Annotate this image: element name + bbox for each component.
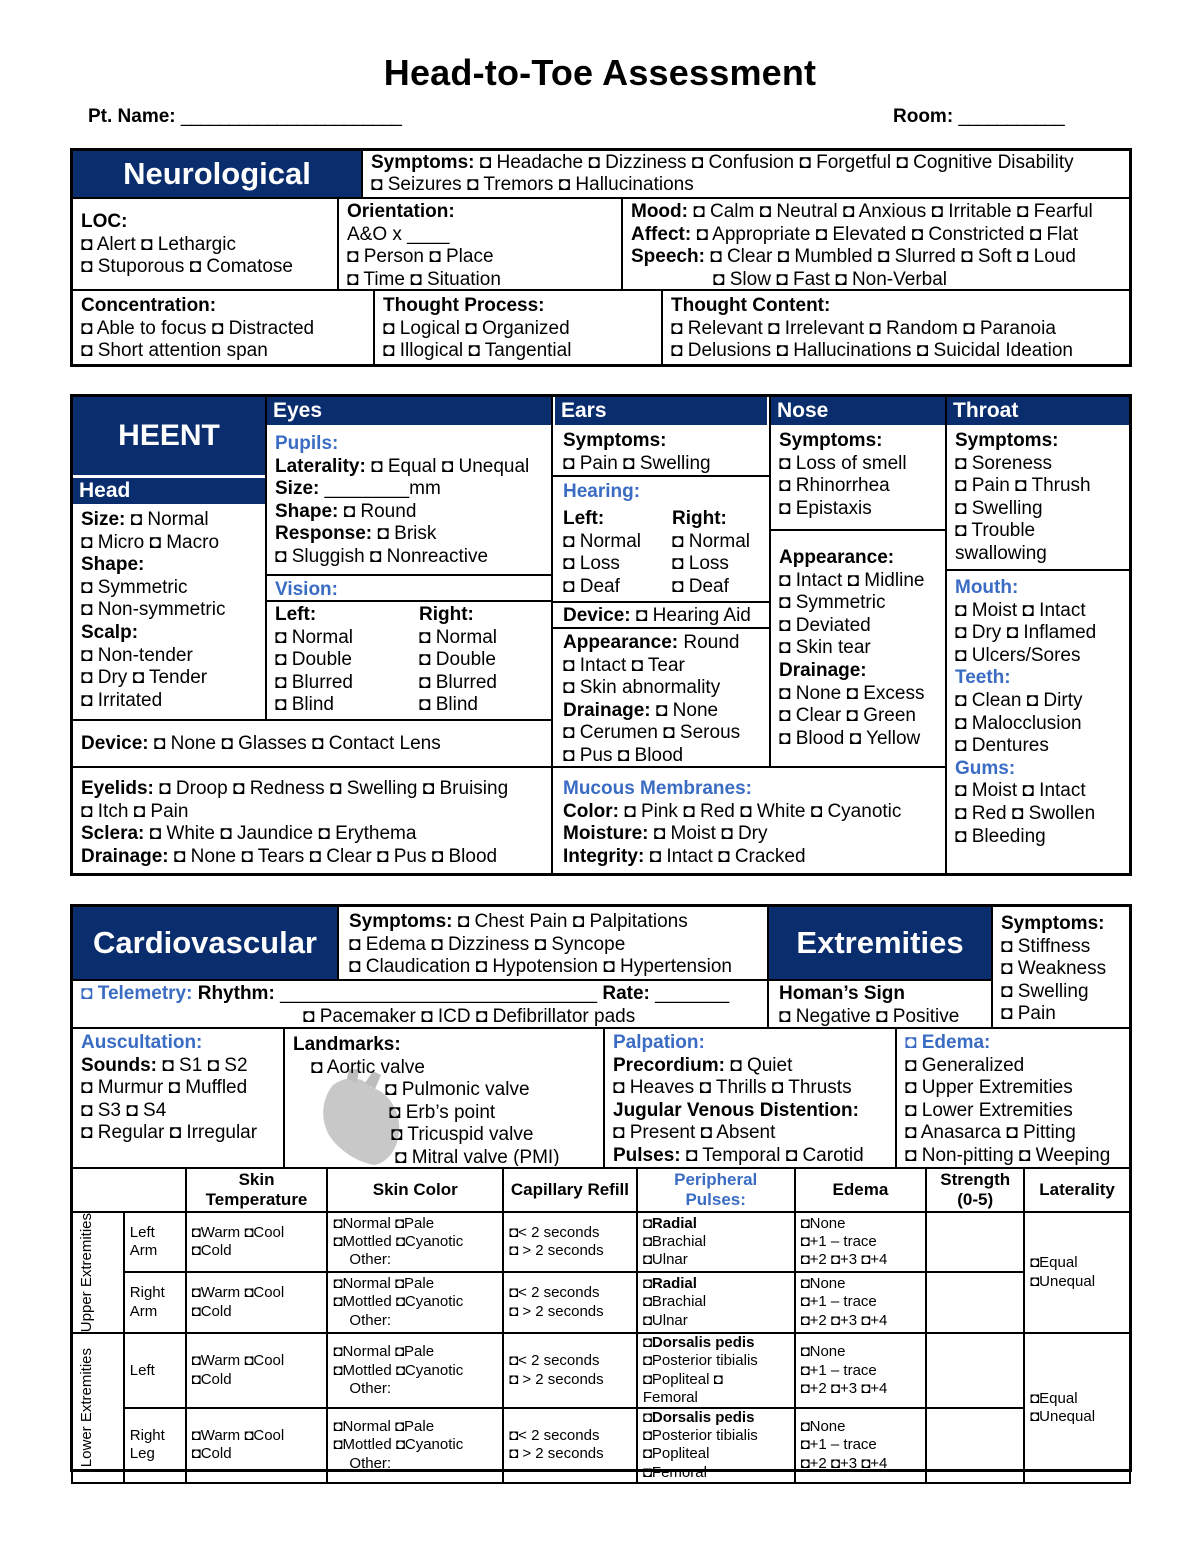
cap-refill-cell[interactable]: ◘< 2 seconds ◘ > 2 seconds [503, 1272, 637, 1333]
gums-label: Gums: [955, 757, 1016, 779]
limb-label: Right Leg [124, 1408, 186, 1483]
nose-appearance-opt[interactable]: ◘ Skin tear [779, 637, 871, 659]
gums-opt[interactable]: ◘ Bleeding [955, 825, 1046, 847]
skin-temp-cell[interactable]: ◘Warm ◘Cool ◘Cold [186, 1333, 328, 1408]
strength-cell[interactable] [926, 1408, 1024, 1483]
jvd-opts[interactable]: ◘ Present ◘ Absent [613, 1122, 776, 1144]
pulses-label: Pulses: [613, 1144, 681, 1166]
extremities-band: Extremities [769, 907, 991, 979]
orientation-opts2[interactable]: ◘ Time ◘ Situation [347, 268, 501, 289]
ears-symptoms [555, 428, 767, 474]
ears-appearance-opts2[interactable]: ◘ Skin abnormality [563, 677, 721, 699]
palpation-cell [605, 1030, 893, 1166]
eye-device-label: Device: [81, 733, 149, 754]
mood-opts[interactable]: ◘ Calm ◘ Neutral ◘ Anxious ◘ Irritable ◘ Fearful [693, 201, 1093, 222]
head-shape-opts2[interactable]: ◘ Non-symmetric [81, 599, 226, 621]
sclera-opts[interactable]: ◘ White ◘ Jaundice ◘ Erythema [149, 823, 417, 845]
mucous-moisture-opts[interactable]: ◘ Moist ◘ Dry [653, 823, 768, 845]
mucous-cell [555, 776, 945, 872]
edema-opt[interactable]: ◘ Non-pitting ◘ Weeping [905, 1144, 1111, 1166]
nose-symptoms-label: Symptoms: [779, 430, 883, 451]
ext-symptom-opt[interactable]: ◘ Pain [1001, 1003, 1056, 1025]
skin-color-cell[interactable]: ◘Normal ◘Pale ◘Mottled ◘Cyanotic Other: [327, 1408, 503, 1483]
neuro-section [70, 148, 1132, 367]
nose-drainage-label: Drainage: [779, 659, 867, 681]
table-corner [72, 1168, 186, 1212]
edema-opt[interactable]: ◘ Lower Extremities [905, 1099, 1073, 1121]
upper-ext-label: Upper Extremities [78, 1213, 95, 1333]
col-skin-color: Skin Color [327, 1168, 503, 1212]
limb-label: Left Arm [124, 1212, 186, 1272]
rhythm-label: Rhythm: [197, 983, 275, 1004]
edema-cell [897, 1030, 1129, 1166]
ear-device-opts[interactable]: ◘ Hearing Aid [635, 605, 751, 626]
vision-left-label: Left: [275, 604, 317, 625]
landmark-opt[interactable]: ◘ Pulmonic valve [385, 1079, 530, 1101]
hearing-right-opt[interactable]: ◘ Normal [672, 530, 750, 552]
gums-opt[interactable]: ◘ Moist ◘ Intact [955, 780, 1086, 802]
hearing-right-opt[interactable]: ◘ Deaf [672, 575, 729, 597]
vision-right-opt[interactable]: ◘ Double [419, 649, 496, 671]
hearing-left-opt[interactable]: ◘ Loss [563, 553, 620, 575]
edema-grade-cell[interactable]: ◘None ◘+1 – trace ◘+2 ◘+3 ◘+4 [795, 1408, 927, 1483]
laterality-upper-cell[interactable]: ◘Equal ◘Unequal [1024, 1212, 1130, 1333]
gums-opt[interactable]: ◘ Red ◘ Swollen [955, 802, 1096, 824]
auscultation-opt[interactable]: ◘ S3 ◘ S4 [81, 1099, 167, 1121]
sounds-opts[interactable]: ◘ S1 ◘ S2 [162, 1054, 248, 1076]
col-skin-temp: Skin Temperature [186, 1168, 328, 1212]
vision-right-opt[interactable]: ◘ Normal [419, 626, 497, 648]
rhythm-field[interactable]: ______________________________ [280, 983, 598, 1004]
mood-cell [623, 199, 1129, 289]
pupil-laterality-opts[interactable]: ◘ Equal ◘ Unequal [371, 455, 530, 477]
pulse-cell[interactable]: ◘Radial ◘Brachial ◘Ulnar [637, 1212, 795, 1272]
nose-appearance-opt[interactable]: ◘ Intact ◘ Midline [779, 569, 925, 591]
rate-field[interactable]: _______ [655, 983, 730, 1004]
neuro-symptoms-opts[interactable]: ◘ Headache ◘ Dizziness ◘ Confusion ◘ Forgetful ◘ Cognitive Disability [479, 152, 1074, 173]
nose-drainage-opt[interactable]: ◘ None ◘ Excess [779, 682, 925, 704]
vision-right-opt[interactable]: ◘ Blurred [419, 671, 498, 693]
precordium-opts[interactable]: ◘ Quiet [730, 1054, 793, 1076]
nose-appearance [771, 545, 945, 761]
affect-opts[interactable]: ◘ Appropriate ◘ Elevated ◘ Constricted ◘ Flat [696, 223, 1079, 245]
landmarks-cell [285, 1032, 607, 1166]
limb-label: Left [124, 1333, 186, 1408]
hearing-left-opt[interactable]: ◘ Deaf [563, 575, 620, 597]
ears-drainage-opts2[interactable]: ◘ Pus ◘ Blood [563, 744, 684, 766]
pupil-response-label: Response: [275, 523, 373, 545]
nose-symptom-opt[interactable]: ◘ Loss of smell [779, 452, 907, 474]
ext-symptom-opt[interactable]: ◘ Stiffness [1001, 935, 1091, 957]
mouth-opt[interactable]: ◘ Moist ◘ Intact [955, 599, 1086, 621]
teeth-opt[interactable]: ◘ Malocclusion [955, 712, 1082, 734]
ears-appearance-opts[interactable]: ◘ Intact ◘ Tear [563, 654, 685, 676]
skin-temp-cell[interactable]: ◘Warm ◘Cool ◘Cold [186, 1272, 328, 1333]
ext-symptoms [993, 911, 1129, 1027]
lower-ext-group [72, 1333, 124, 1483]
ears-symptoms-opts[interactable]: ◘ Pain ◘ Swelling [563, 452, 711, 474]
neuro-symptoms [363, 151, 1129, 197]
mucous-moisture-label: Moisture: [563, 823, 649, 845]
pupil-size-field[interactable]: ________mm [324, 478, 441, 500]
cardio-section [70, 904, 1132, 1481]
throat-symptom-opt[interactable]: ◘ Pain ◘ Thrush [955, 475, 1091, 497]
col-strength: Strength (0-5) [926, 1168, 1024, 1212]
throat-symptom-opt: swallowing [955, 542, 1047, 564]
pulses-opts[interactable]: ◘ Temporal ◘ Carotid [685, 1144, 864, 1166]
laterality-lower-cell[interactable]: ◘Equal ◘Unequal [1024, 1333, 1130, 1483]
ear-device-cell [555, 603, 767, 627]
nose-appearance-opt[interactable]: ◘ Deviated [779, 614, 871, 636]
mucous-integrity-label: Integrity: [563, 845, 645, 867]
hearing-left [555, 506, 663, 600]
concentration-opts[interactable]: ◘ Able to focus ◘ Distracted [81, 317, 315, 339]
landmark-opt[interactable]: ◘ Erb’s point [389, 1101, 496, 1123]
pupil-shape-opts[interactable]: ◘ Round [343, 500, 417, 522]
room-label: Room: [893, 106, 954, 127]
thought-process-label: Thought Process: [383, 295, 545, 316]
extremities-table [71, 1167, 1131, 1484]
auscultation-opt[interactable]: ◘ Murmur ◘ Muffled [81, 1077, 248, 1099]
homans-opts[interactable]: ◘ Negative ◘ Positive [779, 1005, 960, 1027]
mood-label: Mood: [631, 201, 688, 222]
scalp-opts[interactable]: ◘ Non-tender [81, 644, 193, 666]
throat-symptom-opt[interactable]: ◘ Trouble [955, 520, 1036, 542]
mouth-cell [947, 575, 1129, 871]
cardio-symptoms-opts[interactable]: ◘ Chest Pain ◘ Palpitations [457, 911, 688, 932]
strength-cell[interactable] [926, 1272, 1024, 1333]
skin-temp-cell[interactable]: ◘Warm ◘Cool ◘Cold [186, 1212, 328, 1272]
eyelids-cell [73, 776, 551, 872]
cap-refill-cell[interactable]: ◘< 2 seconds ◘ > 2 seconds [503, 1212, 637, 1272]
scalp-opts3[interactable]: ◘ Irritated [81, 689, 163, 711]
cardio-symptoms-label: Symptoms: [349, 911, 453, 932]
edema-checkbox[interactable]: ◘ Edema: [905, 1032, 991, 1053]
vision-label: Vision: [275, 579, 338, 600]
pupils-label: Pupils: [275, 433, 339, 454]
pupil-size-label: Size: [275, 478, 320, 500]
hearing-left-opt[interactable]: ◘ Normal [563, 530, 641, 552]
edema-opt[interactable]: ◘ Upper Extremities [905, 1077, 1073, 1099]
neuro-band: Neurological [73, 151, 361, 197]
ext-symptom-opt[interactable]: ◘ Swelling [1001, 980, 1089, 1002]
orientation-label: Orientation: [347, 201, 455, 222]
col-laterality: Laterality [1024, 1168, 1130, 1212]
cardiac-devices-opts[interactable]: ◘ Pacemaker ◘ ICD ◘ Defibrillator pads [303, 1005, 636, 1027]
landmark-opt[interactable]: ◘ Aortic valve [311, 1056, 425, 1078]
mouth-label: Mouth: [955, 577, 1019, 598]
thought-process-opts2[interactable]: ◘ Illogical ◘ Tangential [383, 340, 572, 362]
ext-symptom-opt[interactable]: ◘ Weakness [1001, 958, 1107, 980]
neuro-symptoms-label: Symptoms: [371, 152, 475, 173]
thought-process-cell [375, 293, 661, 365]
ao-field[interactable]: A&O x ____ [347, 223, 450, 245]
cardio-symptoms-opts3[interactable]: ◘ Claudication ◘ Hypotension ◘ Hypertension [349, 956, 732, 978]
heent-section [70, 394, 1132, 876]
throat-symptoms [947, 428, 1129, 568]
orientation-cell [339, 199, 619, 289]
limb-label: Right Arm [124, 1272, 186, 1333]
landmarks-label: Landmarks: [293, 1034, 401, 1055]
palpation-opts[interactable]: ◘ Heaves ◘ Thrills ◘ Thrusts [613, 1077, 852, 1099]
nose-symptom-opt[interactable]: ◘ Epistaxis [779, 497, 872, 519]
ears-appearance-label: Appearance: [563, 632, 679, 653]
nose-appearance-opt[interactable]: ◘ Symmetric [779, 592, 886, 614]
head-shape-label: Shape: [81, 554, 145, 576]
eyelids-label: Eyelids: [81, 778, 154, 799]
hearing-right [664, 506, 768, 600]
pupil-response-opts[interactable]: ◘ Brisk [377, 523, 437, 545]
concentration-label: Concentration: [81, 295, 217, 316]
loc-label: LOC: [81, 211, 128, 232]
heent-band: HEENT [73, 397, 265, 475]
jvd-label: Jugular Venous Distention: [613, 1099, 859, 1121]
eyes-band: Eyes [267, 397, 551, 425]
pupils-cell [267, 431, 551, 571]
thought-content-opts2[interactable]: ◘ Delusions ◘ Hallucinations ◘ Suicidal Ideation [671, 340, 1073, 362]
head-size-label: Size: [81, 509, 126, 530]
edema-opt[interactable]: ◘ Anasarca ◘ Pitting [905, 1122, 1076, 1144]
mouth-opt[interactable]: ◘ Dry ◘ Inflamed [955, 622, 1097, 644]
scalp-label: Scalp: [81, 621, 139, 643]
eye-drainage-label: Drainage: [81, 845, 169, 867]
hearing-left-label: Left: [563, 508, 605, 529]
cardio-symptoms [341, 909, 765, 979]
room-field[interactable]: ___________ [958, 106, 1064, 127]
throat-symptom-opt[interactable]: ◘ Swelling [955, 497, 1043, 519]
head-shape-opts[interactable]: ◘ Symmetric [81, 576, 188, 598]
landmark-opt[interactable]: ◘ Mitral valve (PMI) [395, 1146, 560, 1166]
skin-temp-cell[interactable]: ◘Warm ◘Cool ◘Cold [186, 1408, 328, 1483]
concentration-cell [73, 293, 373, 365]
loc-opts2[interactable]: ◘ Stuporous ◘ Comatose [81, 256, 293, 278]
skin-color-cell[interactable]: ◘Normal ◘Pale ◘Mottled ◘Cyanotic Other: [327, 1333, 503, 1408]
skin-color-cell[interactable]: ◘Normal ◘Pale ◘Mottled ◘Cyanotic Other: [327, 1272, 503, 1333]
throat-band: Throat [947, 397, 1129, 425]
teeth-opt[interactable]: ◘ Clean ◘ Dirty [955, 689, 1083, 711]
mucous-color-opts[interactable]: ◘ Pink ◘ Red ◘ White ◘ Cyanotic [624, 800, 902, 822]
homans-cell [771, 981, 991, 1027]
col-pulses: Peripheral Pulses: [637, 1168, 795, 1212]
ears-appearance-cell [555, 630, 767, 766]
cap-refill-cell[interactable]: ◘< 2 seconds ◘ > 2 seconds [503, 1333, 637, 1408]
pulse-cell[interactable]: ◘Dorsalis pedis ◘Posterior tibialis ◘Popliteal ◘Femoral [637, 1408, 795, 1483]
telemetry-checkbox[interactable]: ◘ Telemetry: [81, 983, 193, 1004]
vision-left-opt[interactable]: ◘ Blurred [275, 671, 354, 693]
head-cell [73, 507, 263, 719]
concentration-opts2[interactable]: ◘ Short attention span [81, 340, 268, 362]
col-cap-refill: Capillary Refill [503, 1168, 637, 1212]
pt-name-field[interactable]: _______________________ [180, 106, 401, 127]
ext-symptoms-label: Symptoms: [1001, 913, 1105, 934]
lower-ext-label: Lower Extremities [78, 1348, 95, 1468]
pupil-laterality-label: Laterality: [275, 455, 366, 477]
ears-appearance-round[interactable]: Round [683, 632, 740, 653]
head-size-opts[interactable]: ◘ Normal [130, 509, 209, 530]
mucous-color-label: Color: [563, 800, 619, 822]
eye-drainage-opts[interactable]: ◘ None ◘ Tears ◘ Clear ◘ Pus ◘ Blood [173, 845, 498, 867]
thought-process-opts[interactable]: ◘ Logical ◘ Organized [383, 317, 570, 339]
vision-right-label: Right: [419, 604, 474, 625]
speech-opts[interactable]: ◘ Clear ◘ Mumbled ◘ Slurred ◘ Soft ◘ Loud [710, 246, 1076, 268]
nose-drainage-opt[interactable]: ◘ Clear ◘ Green [779, 705, 916, 727]
upper-ext-group [72, 1212, 124, 1333]
cap-refill-cell[interactable]: ◘< 2 seconds ◘ > 2 seconds [503, 1408, 637, 1483]
mucous-label: Mucous Membranes: [563, 778, 752, 799]
pulse-cell[interactable]: ◘Radial ◘Brachial ◘Ulnar [637, 1272, 795, 1333]
vision-left-opt[interactable]: ◘ Double [275, 649, 352, 671]
hearing-right-label: Right: [672, 508, 727, 529]
orientation-opts[interactable]: ◘ Person ◘ Place [347, 246, 494, 268]
nose-symptoms [771, 428, 945, 528]
loc-cell [73, 203, 337, 289]
eye-device-opts[interactable]: ◘ None ◘ Glasses ◘ Contact Lens [153, 733, 441, 754]
head-size-opts2[interactable]: ◘ Micro ◘ Macro [81, 531, 220, 553]
edema-grade-cell[interactable]: ◘None ◘+1 – trace ◘+2 ◘+3 ◘+4 [795, 1333, 927, 1408]
head-band: Head [73, 478, 265, 504]
room-line [893, 106, 1064, 128]
auscultation-cell [73, 1030, 283, 1166]
vision-right-opt[interactable]: ◘ Blind [419, 694, 479, 716]
eye-device-cell [73, 731, 551, 761]
teeth-opt[interactable]: ◘ Dentures [955, 735, 1049, 757]
landmark-opt[interactable]: ◘ Tricuspid valve [391, 1124, 534, 1146]
mouth-opt[interactable]: ◘ Ulcers/Sores [955, 644, 1081, 666]
strength-cell[interactable] [926, 1333, 1024, 1408]
thought-content-cell [663, 293, 1129, 365]
auscultation-label: Auscultation: [81, 1032, 203, 1053]
vision-left [267, 602, 411, 718]
hearing-right-opt[interactable]: ◘ Loss [672, 553, 729, 575]
cardio-symptoms-opts2[interactable]: ◘ Edema ◘ Dizziness ◘ Syncope [349, 933, 626, 955]
rate-label: Rate: [602, 983, 650, 1004]
ear-device-label: Device: [563, 605, 631, 626]
ears-symptoms-label: Symptoms: [563, 430, 667, 451]
auscultation-opt[interactable]: ◘ Regular ◘ Irregular [81, 1122, 258, 1144]
pt-name-label: Pt. Name: [88, 106, 176, 127]
vision-left-opt[interactable]: ◘ Normal [275, 626, 353, 648]
teeth-label: Teeth: [955, 667, 1011, 689]
affect-label: Affect: [631, 223, 692, 245]
ears-drainage-label: Drainage: [563, 699, 651, 721]
hearing-label: Hearing: [563, 481, 641, 502]
edema-opt[interactable]: ◘ Generalized [905, 1054, 1025, 1076]
mucous-integrity-opts[interactable]: ◘ Intact ◘ Cracked [649, 845, 806, 867]
pupil-response-opts2[interactable]: ◘ Sluggish ◘ Nonreactive [275, 545, 489, 567]
strength-cell[interactable] [926, 1212, 1024, 1272]
sounds-label: Sounds: [81, 1054, 157, 1076]
palpation-label: Palpation: [613, 1032, 705, 1053]
thought-content-opts[interactable]: ◘ Relevant ◘ Irrelevant ◘ Random ◘ Paranoia [671, 317, 1056, 339]
nose-appearance-label: Appearance: [779, 547, 895, 568]
eyelids-opts[interactable]: ◘ Droop ◘ Redness ◘ Swelling ◘ Bruising [159, 778, 509, 799]
nose-band: Nose [771, 397, 945, 425]
col-edema: Edema [795, 1168, 927, 1212]
vision-left-opt[interactable]: ◘ Blind [275, 694, 335, 716]
ears-drainage-opts[interactable]: ◘ Cerumen ◘ Serous [563, 722, 741, 744]
ears-band: Ears [555, 397, 767, 425]
edema-grade-cell[interactable]: ◘None ◘+1 – trace ◘+2 ◘+3 ◘+4 [795, 1212, 927, 1272]
eyelids-opts2[interactable]: ◘ Itch ◘ Pain [81, 800, 189, 822]
homans-label: Homan’s Sign [779, 983, 905, 1004]
speech-label: Speech: [631, 246, 705, 268]
vision-right [411, 602, 551, 718]
neuro-symptoms-opts2[interactable]: ◘ Seizures ◘ Tremors ◘ Hallucinations [371, 174, 694, 195]
loc-opts[interactable]: ◘ Alert ◘ Lethargic [81, 233, 236, 255]
edema-grade-cell[interactable]: ◘None ◘+1 – trace ◘+2 ◘+3 ◘+4 [795, 1272, 927, 1333]
sclera-label: Sclera: [81, 823, 145, 845]
telemetry-cell [73, 981, 769, 1029]
nose-symptom-opt[interactable]: ◘ Rhinorrhea [779, 475, 890, 497]
ears-drainage-none[interactable]: ◘ None [655, 699, 719, 721]
throat-symptom-opt[interactable]: ◘ Soreness [955, 452, 1053, 474]
speech-opts2[interactable]: ◘ Slow ◘ Fast ◘ Non-Verbal [713, 268, 948, 289]
cardio-band: Cardiovascular [73, 907, 337, 979]
pupil-shape-label: Shape: [275, 500, 339, 522]
scalp-opts2[interactable]: ◘ Dry ◘ Tender [81, 667, 208, 689]
skin-color-cell[interactable]: ◘Normal ◘Pale ◘Mottled ◘Cyanotic Other: [327, 1212, 503, 1272]
page-title: Head-to-Toe Assessment [383, 52, 817, 93]
nose-drainage-opt[interactable]: ◘ Blood ◘ Yellow [779, 727, 921, 749]
throat-symptoms-label: Symptoms: [955, 430, 1059, 451]
pt-name-line [88, 106, 401, 128]
thought-content-label: Thought Content: [671, 295, 831, 316]
precordium-label: Precordium: [613, 1054, 725, 1076]
pulse-cell[interactable]: ◘Dorsalis pedis ◘Posterior tibialis ◘Popliteal ◘ Femoral [637, 1333, 795, 1408]
